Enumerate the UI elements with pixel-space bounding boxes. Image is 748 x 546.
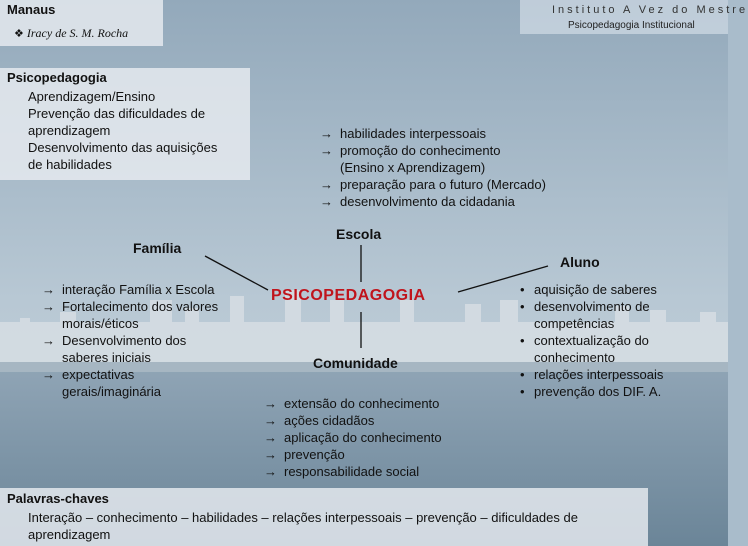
institute-subtitle: Psicopedagogia Institucional — [568, 20, 695, 31]
arrow-icon: → — [264, 430, 277, 445]
list-item: → expectativas — [42, 367, 135, 382]
list-item: saberes iniciais — [62, 350, 151, 365]
list-item: → habilidades interpessoais — [320, 126, 486, 141]
escola-list — [320, 125, 546, 210]
list-item: (Ensino x Aprendizagem) — [340, 160, 486, 175]
escola-label: Escola — [336, 226, 382, 242]
list-item: morais/éticos — [62, 316, 139, 331]
list-item: → responsabilidade social — [264, 464, 420, 479]
institute-name: Instituto A Vez do Mestre — [552, 4, 748, 16]
list-item: • contextualização do — [520, 333, 649, 348]
location-title: Manaus — [7, 2, 56, 17]
diamond-bullet-icon: ❖ — [14, 28, 24, 40]
arrow-icon: → — [264, 413, 277, 428]
list-item: gerais/imaginária — [62, 384, 161, 399]
list-item: • prevenção dos DIF. A. — [520, 384, 662, 399]
list-item: → promoção do conhecimento — [320, 143, 501, 158]
arrow-icon: → — [320, 194, 333, 209]
list-item: → interação Família x Escola — [42, 282, 215, 297]
arrow-icon: → — [320, 143, 333, 158]
list-item: • desenvolvimento de — [520, 299, 650, 314]
arrow-icon: → — [264, 447, 277, 462]
psicopedagogia-title: Psicopedagogia — [7, 70, 107, 85]
list-item: → extensão do conhecimento — [264, 396, 440, 411]
list-item: competências — [534, 316, 615, 331]
bullet-icon: • — [520, 299, 525, 314]
keywords-text: Interação – conhecimento – habilidades – relações interpessoais – prevenção – dificuldades de aprendizagem — [28, 510, 578, 542]
arrow-icon: → — [320, 177, 333, 192]
arrow-icon: → — [264, 464, 277, 479]
familia-list — [42, 281, 218, 400]
bullet-icon: • — [520, 384, 525, 399]
arrow-icon: → — [42, 299, 55, 314]
center-psicopedagogia: PSICOPEDAGOGIA — [271, 287, 426, 304]
bullet-icon: • — [520, 282, 525, 297]
list-item: → ações cidadãos — [264, 413, 375, 428]
arrow-icon: → — [42, 333, 55, 348]
list-item: • relações interpessoais — [520, 367, 664, 382]
aluno-list — [520, 281, 663, 400]
bullet-icon: • — [520, 367, 525, 382]
list-item: → Desenvolvimento dos — [42, 333, 187, 348]
psicopedagogia-lines: Aprendizagem/Ensino Prevenção das dificuldades de aprendizagem Desenvolvimento das aquisições de habilidades — [28, 89, 218, 172]
aluno-label: Aluno — [560, 254, 600, 270]
comunidade-list — [264, 395, 442, 480]
list-item: → aplicação do conhecimento — [264, 430, 442, 445]
comunidade-label: Comunidade — [313, 355, 398, 371]
familia-label: Família — [133, 240, 182, 256]
list-item: conhecimento — [534, 350, 615, 365]
arrow-icon: → — [42, 367, 55, 382]
list-item: → desenvolvimento da cidadania — [320, 194, 515, 209]
list-item: → preparação para o futuro (Mercado) — [320, 177, 546, 192]
bullet-icon: • — [520, 333, 525, 348]
arrow-icon: → — [42, 282, 55, 297]
list-item: → prevenção — [264, 447, 345, 462]
list-item: → Fortalecimento dos valores — [42, 299, 219, 314]
arrow-icon: → — [264, 396, 277, 411]
arrow-icon: → — [320, 126, 333, 141]
author-name: Iracy de S. M. Rocha — [26, 26, 129, 40]
list-item: • aquisição de saberes — [520, 282, 657, 297]
keywords-title: Palavras-chaves — [7, 491, 109, 506]
